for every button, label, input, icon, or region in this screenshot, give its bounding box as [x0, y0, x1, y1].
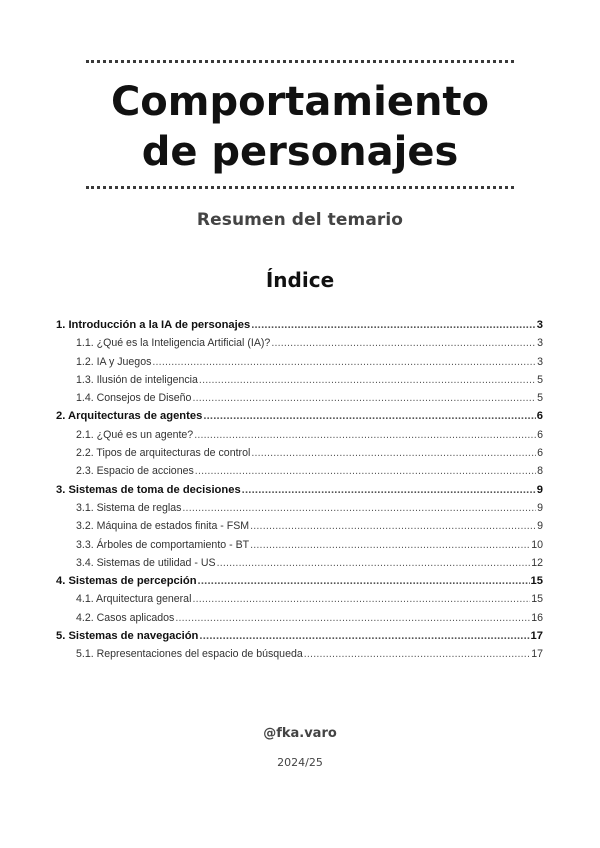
toc-dot-leader — [182, 499, 536, 517]
toc-page-number: 17 — [530, 630, 543, 643]
toc-section-entry[interactable] — [56, 481, 543, 499]
toc-entry-label: 3.3. Árboles de comportamiento - BT — [76, 538, 250, 551]
author-handle: @fka.varo — [263, 726, 337, 741]
toc-subsection-entry[interactable] — [56, 645, 543, 663]
toc-entry-label: 5. Sistemas de navegación — [56, 630, 199, 643]
toc-dot-leader — [192, 590, 530, 608]
toc-page-number: 10 — [531, 538, 543, 551]
toc-dot-leader — [217, 554, 531, 572]
toc-dot-leader — [271, 334, 536, 352]
toc-subsection-entry[interactable] — [56, 554, 543, 572]
toc-subsection-entry[interactable] — [56, 517, 543, 535]
toc-entry-label: 1. Introducción a la IA de personajes — [56, 319, 251, 331]
toc-entry-label: 5.1. Representaciones del espacio de búsqueda — [76, 648, 303, 661]
toc-subsection-entry[interactable] — [56, 371, 543, 389]
toc-subsection-entry[interactable] — [56, 426, 543, 444]
toc-dot-leader — [195, 462, 536, 480]
toc-section-entry[interactable] — [56, 572, 543, 590]
document-title-line-2: de personajes — [141, 129, 459, 175]
document-subtitle: Resumen del temario — [196, 210, 404, 230]
toc-entry-label: 2. Arquitecturas de agentes — [56, 410, 203, 423]
index-heading: Índice — [265, 268, 335, 292]
toc-subsection-entry[interactable] — [56, 499, 543, 517]
toc-entry-label: 3. Sistemas de toma de decisiones — [56, 483, 241, 496]
toc-subsection-entry[interactable] — [56, 389, 543, 407]
toc-dot-leader — [250, 536, 530, 554]
document-title-line-1: Comportamiento — [110, 79, 490, 125]
toc-section-entry[interactable] — [56, 627, 543, 645]
toc-dot-leader — [203, 407, 535, 425]
toc-entry-label: 1.2. IA y Juegos — [76, 355, 152, 368]
toc-entry-label: 4.2. Casos aplicados — [76, 611, 175, 624]
toc-page-number: 17 — [531, 648, 543, 661]
toc-page-number: 6 — [537, 447, 543, 460]
toc-entry-label: 3.1. Sistema de reglas — [76, 501, 182, 514]
toc-page-number: 9 — [537, 501, 543, 514]
toc-entry-label: 2.1. ¿Qué es un agente? — [76, 428, 194, 441]
toc-entry-label: 2.2. Tipos de arquitecturas de control — [76, 447, 251, 460]
toc-entry-label: 3.2. Máquina de estados finita - FSM — [76, 520, 250, 533]
toc-page-number: 8 — [537, 465, 543, 478]
toc-page-number: 15 — [531, 593, 543, 606]
toc-dot-leader — [250, 517, 536, 535]
toc-dot-leader — [192, 389, 536, 407]
toc-page-number: 9 — [536, 483, 543, 496]
toc-dot-leader — [251, 316, 536, 334]
toc-dot-leader — [304, 645, 530, 663]
toc-entry-label: 1.1. ¿Qué es la Inteligencia Artificial (IA)? — [76, 337, 271, 350]
toc-dot-leader — [175, 609, 530, 627]
toc-page-number: 3 — [537, 337, 543, 350]
toc-entry-label: 1.4. Consejos de Diseño — [76, 392, 192, 405]
toc-dot-leader — [199, 627, 529, 645]
toc-dot-leader — [152, 353, 536, 371]
toc-dot-leader — [194, 426, 536, 444]
toc-entry-label: 4.1. Arquitectura general — [76, 593, 192, 606]
toc-page-number: 5 — [537, 373, 543, 386]
toc-entry-label: 2.3. Espacio de acciones — [76, 465, 194, 478]
toc-dot-leader — [198, 572, 530, 590]
toc-entry-label: 1.3. Ilusión de inteligencia — [76, 373, 198, 386]
academic-year: 2024/25 — [277, 756, 323, 769]
toc-page-number: 16 — [531, 611, 543, 624]
toc-page-number: 6 — [536, 410, 543, 423]
toc-entry-label: 3.4. Sistemas de utilidad - US — [76, 556, 216, 569]
toc-section-entry[interactable] — [56, 316, 543, 334]
toc-subsection-entry[interactable] — [56, 609, 543, 627]
toc-subsection-entry[interactable] — [56, 462, 543, 480]
toc-page-number: 12 — [531, 556, 543, 569]
toc-dot-leader — [242, 481, 536, 499]
toc-dot-leader — [199, 371, 536, 389]
toc-page-number: 9 — [537, 520, 543, 533]
toc-page-number: 3 — [536, 319, 543, 331]
toc-subsection-entry[interactable] — [56, 353, 543, 371]
toc-dot-leader — [251, 444, 536, 462]
toc-subsection-entry[interactable] — [56, 590, 543, 608]
toc-section-entry[interactable] — [56, 407, 543, 425]
toc-subsection-entry[interactable] — [56, 536, 543, 554]
toc-page-number: 6 — [537, 428, 543, 441]
toc-page-number: 15 — [530, 575, 543, 588]
toc-page-number: 3 — [537, 355, 543, 368]
top-dotted-rule — [86, 60, 514, 63]
bottom-dotted-rule — [86, 186, 514, 189]
toc-subsection-entry[interactable] — [56, 334, 543, 352]
toc-page-number: 5 — [537, 392, 543, 405]
table-of-contents — [56, 316, 543, 664]
toc-entry-label: 4. Sistemas de percepción — [56, 575, 197, 588]
toc-subsection-entry[interactable] — [56, 444, 543, 462]
